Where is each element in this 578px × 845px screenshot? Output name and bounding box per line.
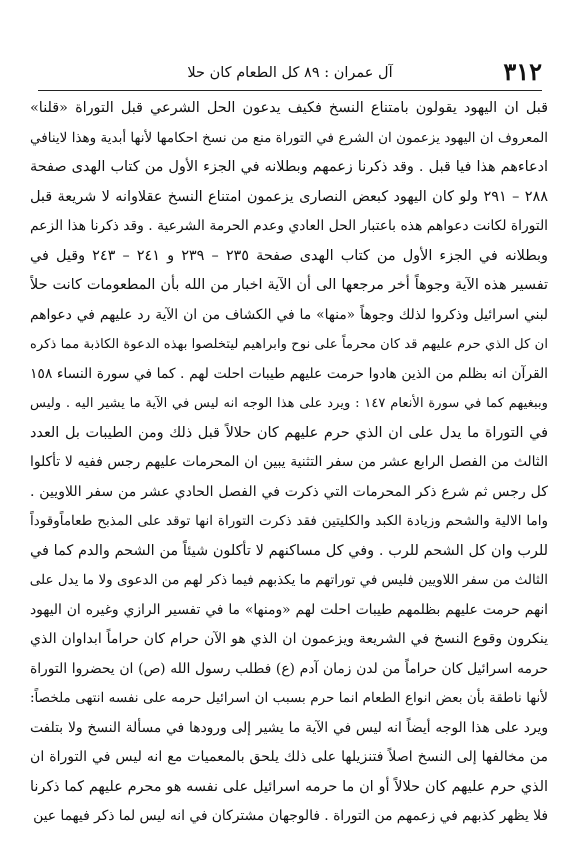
text-line: انهم حرمت عليهم بظلمهم طيبات احلت لهم «ومنها» ما في تفسير الرازي وغيره ان اليهود <box>30 601 548 618</box>
text-line: ان كل الذي حرم عليهم قد كان محرماً على نوح وابراهيم ليتخلصوا بهذه الدعوة الكاذبة مما ذكره <box>30 337 548 352</box>
text-line: المعروف ان اليهود يزعمون ان الشرع في التوراة منع من نسخ احكامها لأنها أبدية وهذا لاينافي <box>30 129 548 146</box>
text-line: وببغيهم كما في سورة الأنعام ١٤٧ : ويرد على هذا الوجه انه ليس في الآية ما يشير اليه . وليس <box>30 396 548 411</box>
header-rule <box>38 90 542 91</box>
text-line: فلا يظهر كذبهم في زعمهم من التوراة . فالوجهان مشتركان في انه ليس لما ذكر فيهما عين <box>33 808 548 824</box>
text-line: ينكرون وقوع النسخ في الشريعة ويزعمون ان الذي هو الآن حرام كان حراماً ابداوان الذي <box>30 631 548 647</box>
text-line: حرمه اسرائيل كان حراماً من لدن زمان آدم (ع) فطلب رسول الله (ص) ان يحضروا التوراة <box>30 660 548 677</box>
text-line: لأنها ناطقة بأن بعض انواع الطعام انما حرم بسبب ان اسرائيل حرمه على نفسه انتهى ملخصاً: <box>30 690 548 706</box>
text-line: الثالث من الفصل الرابع عشر من سفر التثنية يبين ان المحرمات عليهم رجس ففيه لا تأكلوا <box>30 454 548 470</box>
text-line: ٢٨٨ – ٢٩١ ولو كان اليهود كبعض النصارى يزعمون امتناع النسخ عقلاوانه لا شريعة قبل <box>30 188 548 205</box>
text-line: قبل ان اليهود يقولون بامتناع النسخ فكيف يدعون الحل الشرعي قبل التوراة «قلنا» <box>30 100 548 116</box>
text-line: تفسير هذه الآية وجوهاً أخر مرجعها الى أن الآية اخبار من الله بأن المطعومات كانت حلاً <box>30 277 548 293</box>
page-number: ٣١٢ <box>503 57 542 86</box>
text-line: في التوراة ما يدل على ان الذي حرم عليهم كان حلالاً قبل ذلك ومن الطيبات بل العدد <box>30 424 548 441</box>
text-line: من مخالفها إلى النسخ اصلاً فتنزيلها على ذلك يلحق بالمعميات مع انه ليس في التوراة ان <box>30 749 548 765</box>
text-line: واما الالية والشحم وزيادة الكبد والكليتين فقد ذكرت التوراة انها توقد على المذبح طعاماًوقوداً <box>30 513 548 529</box>
text-line: القرآن انه بظلم من الذين هادوا حرمت عليهم طيبات احلت لهم . كما في سورة النساء ١٥٨ <box>30 365 548 382</box>
text-line: كل رجس ثم شرع ذكر المحرمات التي ذكرت في الفصل الحادي عشر من سفر اللاويين . <box>30 483 548 500</box>
text-line: التوراة لكانت دعواهم هذه باعتبار الحل العادي وعدم الحرمة الشرعية . وقد ذكرنا هذا الزعم <box>30 218 548 234</box>
text-line: وبطلانه في الجزء الأول من كتاب الهدى صفحة ٢٣٥ – ٢٣٩ و ٢٤١ – ٢٤٣ وقيل في <box>30 247 548 264</box>
text-line: ادعاءهم هذا فيا قبل . وقد ذكرنا زعمهم وبطلانه في الجزء الأول من كتاب الهدى صفحة <box>30 159 548 175</box>
text-line: ويرد على هذا الوجه أيضاً انه ليس في الآية ما يشير إلى ورودها في مسألة النسخ ولا بتلفت <box>30 719 548 736</box>
text-line: الثالث من سفر اللاويين فليس في توراتهم ما يكذبهم فيما ذكر لهم من الدعوى ولا ما يدل على <box>30 572 548 588</box>
body-text <box>30 94 548 832</box>
text-line: للرب وان كل الشحم للرب . وفي كل مساكنهم لا تأكلون شيئاً من الشحم والدم كما في <box>30 542 548 559</box>
page-header <box>38 58 542 90</box>
text-line: لبني اسرائيل وذكروا لذلك وجوهاً «منها» ما في الكشاف من ان الآية رد عليهم في دعواهم <box>30 306 548 323</box>
text-line: الذي حرم عليهم كان حلالاً أو ان ما حرمه اسرائيل على نفسه هو محرم عليهم كما ذكرنا <box>30 778 548 795</box>
running-title: آل عمران : ٨٩ كل الطعام كان حلا <box>187 65 393 81</box>
